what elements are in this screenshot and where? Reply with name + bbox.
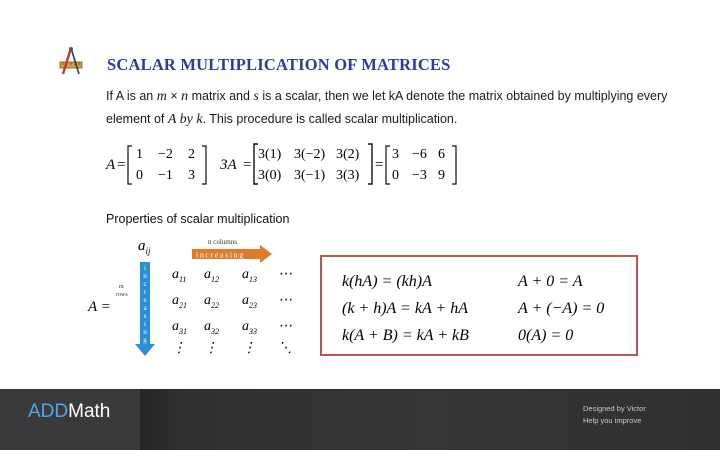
- matrix-A: [136, 147, 195, 183]
- general-matrix-entries: [172, 267, 292, 356]
- example-equations: [100, 138, 460, 188]
- page-title: SCALAR MULTIPLICATION OF MATRICES: [107, 55, 451, 74]
- n-columns-label: n columns: [208, 238, 237, 246]
- column-arrow-label: increasing: [196, 250, 245, 260]
- A-cell: −1: [158, 168, 173, 183]
- general-matrix-cell: ⋯: [278, 319, 292, 334]
- general-matrix-diagram: [80, 232, 310, 362]
- footer-bar: [0, 389, 720, 450]
- definition-line-2: element of A by k. This procedure is called scalar multiplication.: [106, 112, 458, 127]
- mid-cell: 3(0): [258, 168, 282, 183]
- A-cell: 2: [188, 147, 195, 162]
- column-arrow: [192, 245, 272, 263]
- general-matrix-cell: $a_{32}$: [204, 319, 219, 336]
- general-matrix-cell: ⋯: [278, 293, 292, 308]
- result-cell: 6: [438, 147, 445, 162]
- a-ij-label: $a_{ij}$: [138, 238, 151, 256]
- rule-right-2: A + (−A) = 0: [518, 300, 605, 317]
- brand-logo: ADDMath: [28, 401, 111, 422]
- A-cell: −2: [158, 147, 173, 162]
- rule-left-1: k(hA) = (kh)A: [342, 273, 432, 290]
- result-cell: 9: [438, 168, 445, 183]
- result-cell: 0: [392, 168, 399, 183]
- result-cell: 3: [392, 147, 399, 162]
- definition-line-1: If A is an m × n matrix and s is a scalar, then we let kA denote the matrix obtained by multiplying every: [106, 89, 668, 104]
- general-matrix-cell: $a_{21}$: [172, 293, 187, 310]
- general-matrix-cell: ⋮: [204, 341, 218, 356]
- properties-heading: Properties of scalar multiplication: [106, 212, 290, 226]
- rule-right-3: 0(A) = 0: [518, 327, 574, 344]
- A-cell: 1: [136, 147, 143, 162]
- A-cell: 0: [136, 168, 143, 183]
- rule-left-2: (k + h)A = kA + hA: [342, 300, 468, 317]
- ruler-pencil-icon: [58, 46, 84, 76]
- mid-cell: 3(1): [258, 147, 282, 162]
- result-cell: −6: [412, 147, 427, 162]
- credit-line-2: Help you improve: [583, 416, 642, 425]
- general-matrix-cell: $a_{11}$: [172, 267, 187, 284]
- general-matrix-cell: $a_{13}$: [242, 267, 257, 284]
- mid-cell: 3(2): [336, 147, 360, 162]
- general-matrix-cell: $a_{12}$: [204, 267, 219, 284]
- general-matrix-cell: $a_{31}$: [172, 319, 187, 336]
- mid-cell: 3(3): [336, 168, 360, 183]
- row-arrow-label: i n c r e a s i n g: [143, 264, 147, 344]
- mid-cell: 3(−2): [294, 147, 326, 162]
- svg-text:=: =: [117, 157, 126, 173]
- row-arrow: [135, 262, 155, 356]
- rule-left-3: k(A + B) = kA + kB: [342, 327, 469, 344]
- general-matrix-cell: ⋱: [278, 341, 292, 356]
- A-cell: 3: [188, 168, 195, 183]
- matrix-3A-label: 3A: [220, 157, 237, 173]
- matrix-3A-expanded: [258, 147, 360, 183]
- matrix-A-label: A: [106, 157, 116, 173]
- general-matrix-cell: ⋮: [172, 341, 186, 356]
- properties-box: [320, 255, 638, 356]
- result-cell: −3: [412, 168, 427, 183]
- svg-text:=: =: [375, 157, 384, 173]
- general-matrix-cell: $a_{33}$: [242, 319, 257, 336]
- general-A-label: A =: [88, 299, 111, 315]
- svg-text:=: =: [243, 157, 252, 173]
- general-matrix-cell: $a_{22}$: [204, 293, 219, 310]
- matrix-result: [392, 147, 445, 183]
- rule-right-1: A + 0 = A: [518, 273, 583, 290]
- general-matrix-cell: ⋯: [278, 267, 292, 282]
- general-matrix-cell: ⋮: [242, 341, 256, 356]
- credit-line-1: Designed by Victor: [583, 404, 646, 413]
- m-rows-label: m rows: [116, 284, 128, 298]
- general-matrix-cell: $a_{23}$: [242, 293, 257, 310]
- mid-cell: 3(−1): [294, 168, 326, 183]
